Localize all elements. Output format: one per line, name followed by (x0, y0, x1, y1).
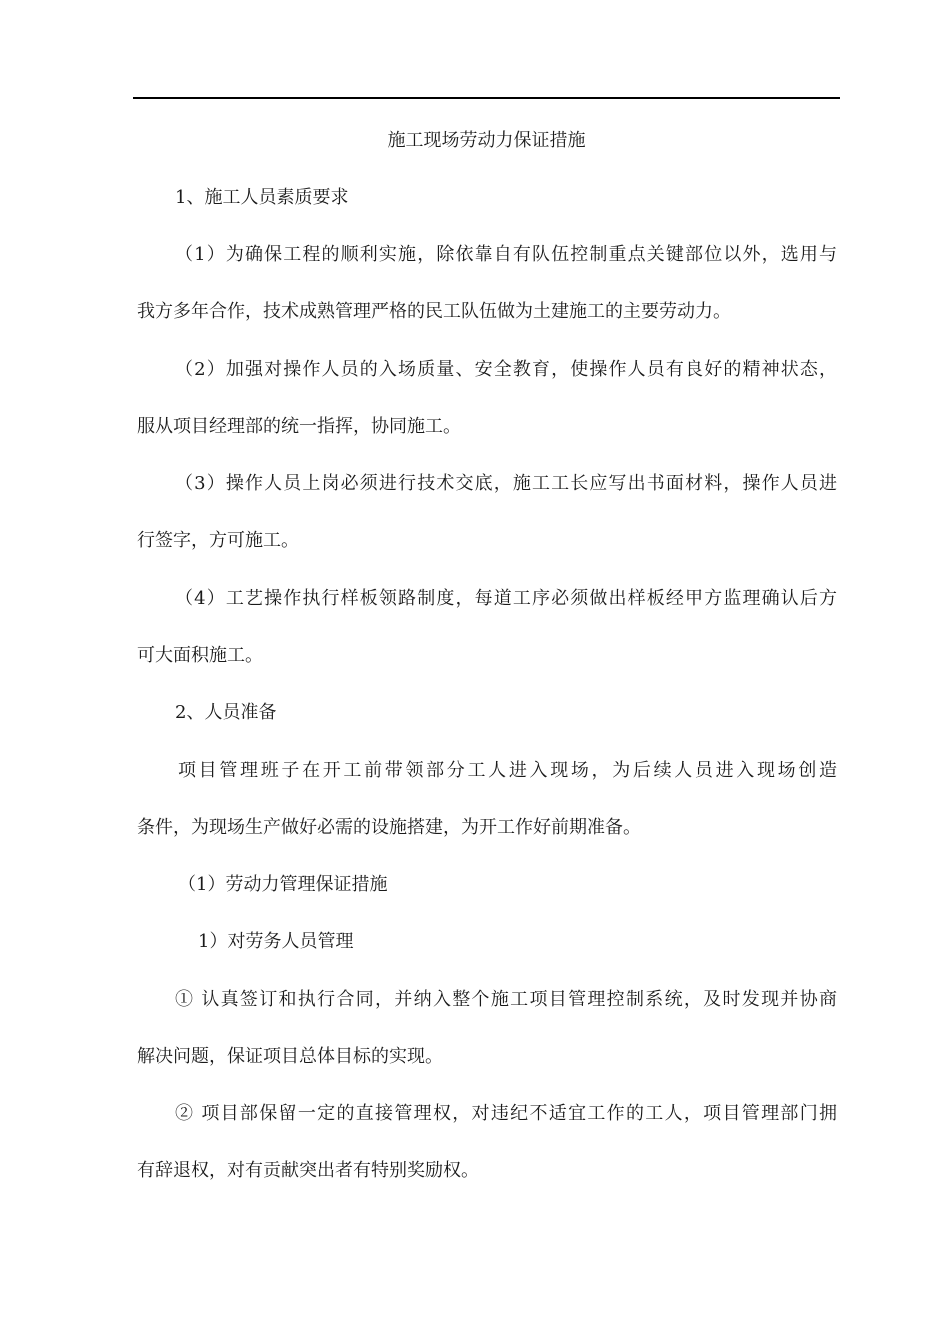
paragraph-line: 项目管理班子在开工前带领部分工人进入现场，为后续人员进入现场创造 (178, 760, 837, 781)
paragraph-line: （4）工艺操作执行样板领路制度，每道工序必须做出样板经甲方监理确认后方 (175, 588, 837, 609)
paragraph-line: ② 项目部保留一定的直接管理权，对违纪不适宜工作的工人，项目管理部门拥 (175, 1103, 837, 1124)
section-heading-2: 2、人员准备 (175, 702, 277, 723)
subsection-heading: （1）劳动力管理保证措施 (178, 874, 388, 895)
paragraph-line: （2）加强对操作人员的入场质量、安全教育，使操作人员有良好的精神状态， (175, 359, 837, 380)
paragraph-line: 有辞退权，对有贡献突出者有特别奖励权。 (137, 1160, 479, 1181)
sub-item-heading: 1）对劳务人员管理 (198, 931, 354, 952)
paragraph-line: ① 认真签订和执行合同，并纳入整个施工项目管理控制系统，及时发现并协商 (175, 989, 837, 1010)
header-rule (133, 97, 840, 99)
paragraph-line: 我方多年合作，技术成熟管理严格的民工队伍做为土建施工的主要劳动力。 (137, 301, 731, 322)
paragraph-line: 条件，为现场生产做好必需的设施搭建，为开工作好前期准备。 (137, 817, 641, 838)
paragraph-line: 服从项目经理部的统一指挥，协同施工。 (137, 416, 461, 437)
paragraph-line: 可大面积施工。 (137, 645, 263, 666)
paragraph-line: 行签字，方可施工。 (137, 530, 299, 551)
paragraph-line: 解决问题，保证项目总体目标的实现。 (137, 1046, 443, 1067)
section-heading-1: 1、施工人员素质要求 (175, 187, 349, 208)
paragraph-line: （3）操作人员上岗必须进行技术交底，施工工长应写出书面材料，操作人员进 (175, 473, 837, 494)
paragraph-line: （1）为确保工程的顺利实施，除依靠自有队伍控制重点关键部位以外，选用与 (175, 244, 837, 265)
document-title: 施工现场劳动力保证措施 (387, 130, 586, 151)
